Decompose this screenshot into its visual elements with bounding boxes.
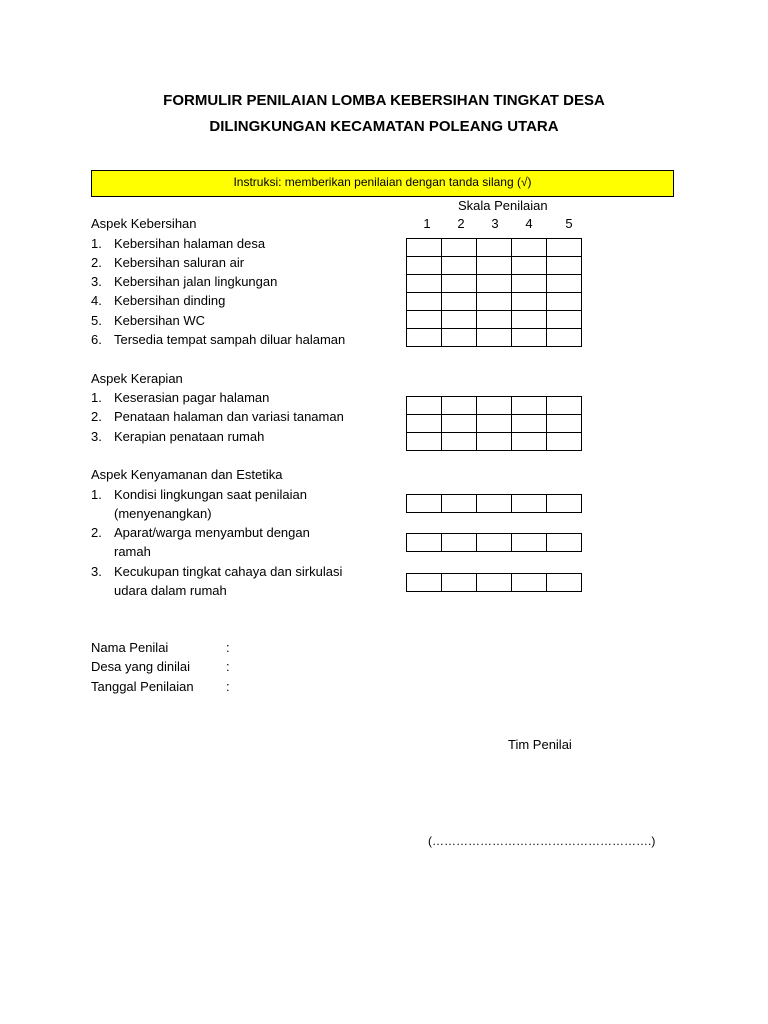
scale-header: Skala Penilaian <box>458 198 548 213</box>
list-item: 5. Kebersihan WC <box>91 313 206 328</box>
scale-number-2: 2 <box>457 216 465 231</box>
scale-number-5: 5 <box>565 216 573 231</box>
tanggal-colon: : <box>226 679 230 694</box>
score-cell[interactable] <box>547 311 582 329</box>
list-item: 3. Kecukupan tingkat cahaya dan sirkulasi udara dalam rumah <box>91 564 343 598</box>
score-cell[interactable] <box>442 534 477 552</box>
score-cell[interactable] <box>477 311 512 329</box>
score-cell[interactable] <box>477 293 512 311</box>
score-cell[interactable] <box>547 397 582 415</box>
score-cell[interactable] <box>477 329 512 347</box>
nama-penilai-colon: : <box>226 640 230 655</box>
score-cell[interactable] <box>407 415 442 433</box>
score-row <box>407 495 582 513</box>
score-cell[interactable] <box>407 311 442 329</box>
score-cell[interactable] <box>407 495 442 513</box>
score-cell[interactable] <box>512 293 547 311</box>
list-item: 6. Tersedia tempat sampah diluar halaman <box>91 332 346 347</box>
score-cell[interactable] <box>442 257 477 275</box>
score-row <box>407 239 582 257</box>
score-cell[interactable] <box>547 275 582 293</box>
score-cell[interactable] <box>547 293 582 311</box>
score-cell[interactable] <box>477 239 512 257</box>
list-item: 1. Keserasian pagar halaman <box>91 390 270 405</box>
list-item: 3. Kerapian penataan rumah <box>91 429 265 444</box>
section-heading-kebersihan: Aspek Kebersihan <box>91 216 197 231</box>
list-item: 1. Kebersihan halaman desa <box>91 236 266 251</box>
scale-number-3: 3 <box>491 216 499 231</box>
score-cell[interactable] <box>512 433 547 451</box>
score-grid-kenyamanan-3 <box>406 573 582 592</box>
score-cell[interactable] <box>407 534 442 552</box>
score-cell[interactable] <box>477 397 512 415</box>
score-cell[interactable] <box>547 495 582 513</box>
score-cell[interactable] <box>442 415 477 433</box>
list-item: 1. Kondisi lingkungan saat penilaian (menyenangkan) <box>91 487 307 521</box>
list-item: 2. Penataan halaman dan variasi tanaman <box>91 409 344 424</box>
score-cell[interactable] <box>512 239 547 257</box>
score-cell[interactable] <box>512 275 547 293</box>
score-row <box>407 397 582 415</box>
score-cell[interactable] <box>477 257 512 275</box>
score-cell[interactable] <box>477 433 512 451</box>
score-cell[interactable] <box>512 574 547 592</box>
score-cell[interactable] <box>442 293 477 311</box>
form-title: FORMULIR PENILAIAN LOMBA KEBERSIHAN TINGKAT DESA <box>163 92 605 109</box>
score-cell[interactable] <box>442 574 477 592</box>
score-cell[interactable] <box>512 311 547 329</box>
scale-number-1: 1 <box>423 216 431 231</box>
score-cell[interactable] <box>407 239 442 257</box>
score-cell[interactable] <box>407 329 442 347</box>
score-cell[interactable] <box>477 495 512 513</box>
tim-penilai: Tim Penilai <box>508 737 572 752</box>
score-row <box>407 534 582 552</box>
score-row <box>407 257 582 275</box>
score-cell[interactable] <box>547 415 582 433</box>
score-grid-kenyamanan-1 <box>406 494 582 513</box>
score-cell[interactable] <box>512 257 547 275</box>
score-cell[interactable] <box>477 534 512 552</box>
score-cell[interactable] <box>547 433 582 451</box>
nama-penilai-label: Nama Penilai <box>91 640 169 655</box>
score-cell[interactable] <box>407 293 442 311</box>
score-row <box>407 415 582 433</box>
score-cell[interactable] <box>512 397 547 415</box>
score-cell[interactable] <box>442 311 477 329</box>
score-cell[interactable] <box>407 574 442 592</box>
score-grid-kebersihan <box>406 238 582 347</box>
score-cell[interactable] <box>407 433 442 451</box>
scale-number-4: 4 <box>525 216 533 231</box>
signature-line: (……………………………………………….) <box>428 834 656 848</box>
score-grid-kerapian <box>406 396 582 451</box>
score-cell[interactable] <box>407 397 442 415</box>
list-item: 2. Kebersihan saluran air <box>91 255 245 270</box>
score-cell[interactable] <box>547 329 582 347</box>
section-heading-kenyamanan: Aspek Kenyamanan dan Estetika <box>91 467 283 482</box>
score-cell[interactable] <box>477 275 512 293</box>
score-cell[interactable] <box>442 329 477 347</box>
score-row <box>407 275 582 293</box>
desa-colon: : <box>226 659 230 674</box>
score-cell[interactable] <box>547 257 582 275</box>
score-cell[interactable] <box>547 574 582 592</box>
score-cell[interactable] <box>512 329 547 347</box>
score-cell[interactable] <box>512 534 547 552</box>
tanggal-label: Tanggal Penilaian <box>91 679 194 694</box>
score-cell[interactable] <box>547 534 582 552</box>
score-row <box>407 574 582 592</box>
list-item: 2. Aparat/warga menyambut dengan ramah <box>91 525 310 559</box>
score-row <box>407 433 582 451</box>
instruction-box: Instruksi: memberikan penilaian dengan tanda silang (√) <box>91 170 674 197</box>
score-cell[interactable] <box>407 257 442 275</box>
section-heading-kerapian: Aspek Kerapian <box>91 371 183 386</box>
score-cell[interactable] <box>512 415 547 433</box>
score-row <box>407 329 582 347</box>
score-row <box>407 311 582 329</box>
score-cell[interactable] <box>442 495 477 513</box>
score-cell[interactable] <box>407 275 442 293</box>
score-cell[interactable] <box>547 239 582 257</box>
score-cell[interactable] <box>442 397 477 415</box>
score-cell[interactable] <box>442 239 477 257</box>
score-cell[interactable] <box>512 495 547 513</box>
score-cell[interactable] <box>442 275 477 293</box>
desa-label: Desa yang dinilai <box>91 659 191 674</box>
score-row <box>407 293 582 311</box>
score-grid-kenyamanan-2 <box>406 533 582 552</box>
score-cell[interactable] <box>442 433 477 451</box>
list-item: 4. Kebersihan dinding <box>91 293 226 308</box>
score-cell[interactable] <box>477 574 512 592</box>
form-subtitle: DILINGKUNGAN KECAMATAN POLEANG UTARA <box>209 118 559 135</box>
list-item: 3. Kebersihan jalan lingkungan <box>91 274 278 289</box>
score-cell[interactable] <box>477 415 512 433</box>
